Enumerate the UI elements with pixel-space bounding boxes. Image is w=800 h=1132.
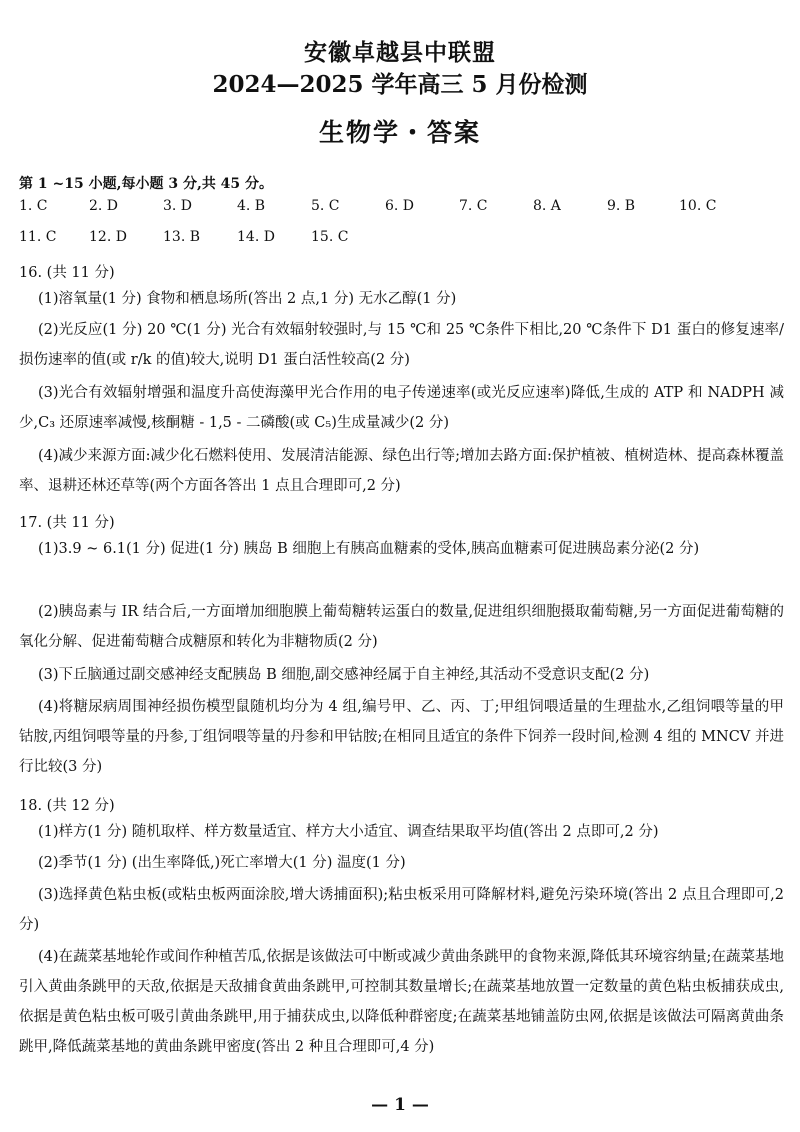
- exam-title: 2024—2025 学年高三 5 月份检测: [212, 71, 588, 98]
- question-16-part-2: (2)光反应(1 分) 20 ℃(1 分) 光合有效辐射较强时,与 15 ℃和 25 ℃条件下相比,20 ℃条件下 D1 蛋白的修复速率/损伤速率的值(或 r/k 的值)较大,说明 D1 蛋白活性较高(2 分): [19, 322, 784, 368]
- question-16-part-1: (1)溶氧量(1 分) 食物和栖息场所(答出 2 点,1 分) 无水乙醇(1 分): [38, 291, 457, 307]
- mcq-answer: 10. C: [679, 198, 717, 214]
- mcq-answer: 11. C: [19, 229, 57, 245]
- mcq-answer: 14. D: [237, 229, 275, 245]
- question-18-part-4: (4)在蔬菜基地轮作或间作种植苦瓜,依据是该做法可中断或减少黄曲条跳甲的食物来源,降低其环境容纳量;在蔬菜基地引入黄曲条跳甲的天敌,依据是天敌捕食黄曲条跳甲,可控制其数量增长;在蔬菜基地放置一定数量的黄色粘虫板捕获成虫,依据是黄色粘虫板可吸引黄曲条跳甲,用于捕获成虫,以降低种群密度;在蔬菜基地铺盖防虫网,依据是该做法可隔离黄曲条跳甲,降低蔬菜基地的黄曲条跳甲密度(答出 2 种且合理即可,4 分): [19, 949, 784, 1055]
- mcq-answer: 15. C: [311, 229, 349, 245]
- question-16-part-3: (3)光合有效辐射增强和温度升高使海藻甲光合作用的电子传递速率(或光反应速率)降低,生成的 ATP 和 NADPH 减少,C₃ 还原速率减慢,核酮糖 - 1,5 - 二磷酸(或 C₅)生成量减少(2 分): [19, 385, 784, 431]
- question-17-part-2: (2)胰岛素与 IR 结合后,一方面增加细胞膜上葡萄糖转运蛋白的数量,促进组织细胞摄取葡萄糖,另一方面促进葡萄糖的氧化分解、促进葡萄糖合成糖原和转化为非糖物质(2 分): [19, 604, 784, 650]
- question-17-part-3: (3)下丘脑通过副交感神经支配胰岛 B 细胞,副交感神经属于自主神经,其活动不受意识支配(2 分): [38, 667, 650, 683]
- question-18-heading: 18. (共 12 分): [19, 798, 115, 814]
- mcq-answer: 3. D: [163, 198, 193, 214]
- mcq-answer: 13. B: [163, 229, 201, 245]
- mcq-heading: 第 1 ~15 小题,每小题 3 分,共 45 分。: [19, 176, 274, 192]
- question-16-heading: 16. (共 11 分): [19, 265, 115, 281]
- mcq-answer: 4. B: [237, 198, 266, 214]
- question-17-part-4: (4)将糖尿病周围神经损伤模型鼠随机均分为 4 组,编号甲、乙、丙、丁;甲组饲喂适量的生理盐水,乙组饲喂等量的甲钴胺,丙组饲喂等量的丹参,丁组饲喂等量的丹参和甲钴胺;在相同且适宜的条件下饲养一段时间,检测 4 组的 MNCV 并进行比较(3 分): [19, 699, 784, 775]
- subject-title: 生物学・答案: [318, 118, 481, 147]
- mcq-answer: 8. A: [533, 198, 561, 214]
- mcq-answer: 6. D: [385, 198, 415, 214]
- mcq-answer-row-2: [19, 229, 799, 251]
- mcq-answer: 12. D: [89, 229, 127, 245]
- question-18-part-3: (3)选择黄色粘虫板(或粘虫板两面涂胶,增大诱捕面积);粘虫板采用可降解材料,避免污染环境(答出 2 点且合理即可,2 分): [19, 887, 784, 933]
- question-16-part-4: (4)减少来源方面:减少化石燃料使用、发展清洁能源、绿色出行等;增加去路方面:保护植被、植树造林、提高森林覆盖率、退耕还林还草等(两个方面各答出 1 点且合理即可,2 分): [19, 448, 784, 494]
- question-17-heading: 17. (共 11 分): [19, 515, 115, 531]
- mcq-answer: 9. B: [607, 198, 636, 214]
- page-number: — 1 —: [371, 1095, 429, 1115]
- question-18-part-1: (1)样方(1 分) 随机取样、样方数量适宜、样方大小适宜、调查结果取平均值(答出 2 点即可,2 分): [38, 824, 659, 840]
- mcq-answer: 5. C: [311, 198, 340, 214]
- mcq-answer: 2. D: [89, 198, 119, 214]
- mcq-answer: 7. C: [459, 198, 488, 214]
- mcq-answer-row-1: [19, 198, 799, 220]
- mcq-answer: 1. C: [19, 198, 48, 214]
- question-17-part-1: (1)3.9 ~ 6.1(1 分) 促进(1 分) 胰岛 B 细胞上有胰高血糖素的受体,胰高血糖素可促进胰岛素分泌(2 分): [38, 541, 700, 557]
- question-18-part-2: (2)季节(1 分) (出生率降低,)死亡率增大(1 分) 温度(1 分): [38, 855, 406, 871]
- organization-title: 安徽卓越县中联盟: [304, 39, 496, 66]
